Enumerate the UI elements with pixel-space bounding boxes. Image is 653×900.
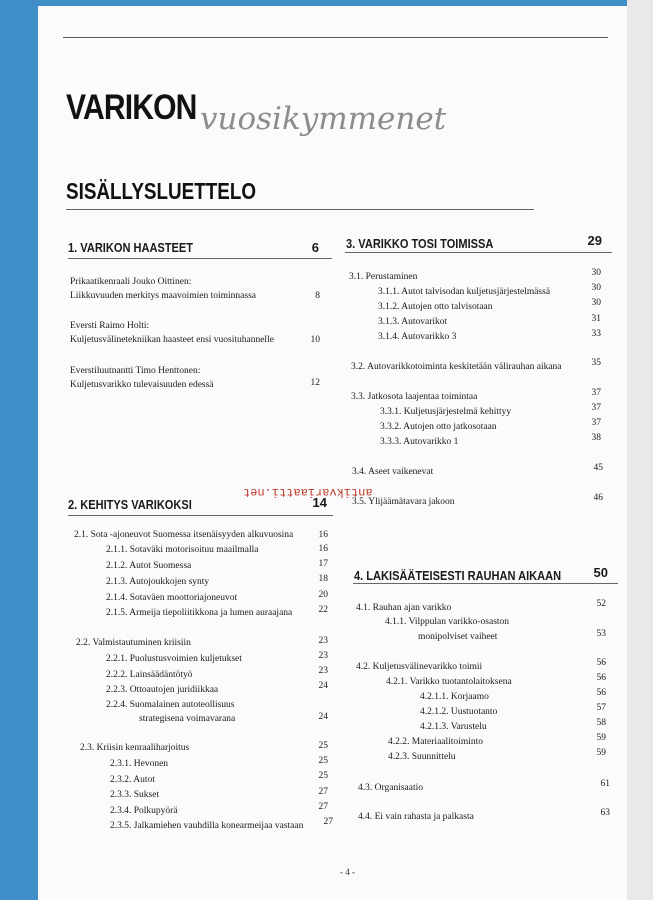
- section-2-rule: [68, 515, 333, 516]
- section-3-rule: [345, 252, 612, 253]
- toc-entry-page: 56: [596, 688, 606, 698]
- section-1-title: 1. VARIKON HAASTEET: [68, 240, 194, 255]
- toc-entry: 2.3. Kriisin kenraaliharjoitus: [80, 743, 190, 753]
- toc-entry: 4.2.1. Varikko tuotantolaitoksena: [386, 677, 512, 687]
- toc-entry: monipolviset vaiheet: [418, 632, 498, 642]
- toc-entry-page: 45: [593, 463, 603, 473]
- toc-entry-page: 23: [318, 636, 328, 646]
- toc-entry: 4.2.1.2. Uustuotanto: [420, 707, 498, 717]
- toc-entry-page: 63: [600, 808, 610, 818]
- toc-entry-page: 35: [591, 358, 601, 368]
- toc-entry-page: 18: [318, 574, 328, 584]
- toc-heading-rule: [66, 209, 534, 210]
- toc-entry: Kuljetusvarikko tulevaisuuden edessä: [70, 380, 214, 390]
- toc-entry: 2.1.5. Armeija tiepoliitikkona ja lumen auraajana: [106, 608, 293, 618]
- toc-entry-page: 61: [600, 779, 610, 789]
- toc-entry-page: 37: [591, 388, 601, 398]
- left-blue-band: [0, 0, 38, 900]
- toc-entry: 2.2.3. Ottoautojen juridiikkaa: [106, 685, 219, 695]
- section-3-page: 29: [587, 233, 602, 248]
- header-rule: [63, 37, 608, 38]
- toc-entry: 2.3.3. Sukset: [110, 790, 160, 800]
- toc-entry: 3.1.4. Autovarikko 3: [378, 332, 457, 342]
- section-3-title: 3. VARIKKO TOSI TOIMISSA: [346, 236, 494, 251]
- section-4-title: 4. LAKISÄÄTEISESTI RAUHAN AIKAAN: [354, 568, 562, 583]
- section-4-rule: [353, 583, 618, 584]
- toc-entry-page: 58: [596, 718, 606, 728]
- toc-entry: 3.3. Jatkosota laajentaa toimintaa: [351, 392, 478, 402]
- toc-entry-page: 52: [596, 599, 606, 609]
- toc-entry: Everstiluutnantti Timo Henttonen:: [70, 366, 201, 376]
- toc-entry: Eversti Raimo Holti:: [70, 321, 150, 331]
- toc-entry: 4.3. Organisaatio: [358, 783, 423, 793]
- toc-entry-page: 24: [318, 712, 328, 722]
- toc-entry-page: 30: [591, 283, 601, 293]
- title-main: VARIKON: [66, 88, 197, 127]
- toc-entry: 3.1. Perustaminen: [349, 272, 418, 282]
- toc-entry: 4.2.1.1. Korjaamo: [420, 692, 489, 702]
- toc-entry: 2.2.2. Lainsäädäntötyö: [106, 670, 193, 680]
- section-2-page: 14: [312, 495, 327, 510]
- toc-entry-page: 30: [591, 298, 601, 308]
- toc-entry: Prikaatikenraali Jouko Oittinen:: [70, 277, 192, 287]
- toc-entry-page: 37: [591, 403, 601, 413]
- toc-entry: 4.1.1. Vilppulan varikko-osaston: [385, 617, 510, 627]
- toc-entry: 2.1.4. Sotaväen moottoriajoneuvot: [106, 593, 238, 603]
- toc-entry: 4.2.3. Suunnittelu: [388, 752, 456, 762]
- toc-entry-page: 37: [591, 418, 601, 428]
- toc-entry: 2.2.4. Suomalainen autoteollisuus: [106, 700, 235, 710]
- toc-entry-page: 16: [318, 544, 328, 554]
- toc-entry-page: 33: [591, 329, 601, 339]
- toc-entry-page: 25: [318, 741, 328, 751]
- toc-entry-page: 8: [315, 291, 320, 301]
- toc-entry-page: 24: [318, 681, 328, 691]
- toc-entry-page: 23: [318, 666, 328, 676]
- toc-entry-page: 57: [596, 703, 606, 713]
- toc-entry: 2.1. Sota -ajoneuvot Suomessa itsenäisyyden alkuvuosina: [74, 530, 294, 540]
- toc-entry: 2.3.1. Hevonen: [110, 759, 169, 769]
- toc-entry: 3.1.1. Autot talvisodan kuljetusjärjestelmässä: [378, 287, 551, 297]
- toc-entry: 3.3.3. Autovarikko 1: [380, 437, 459, 447]
- watermark: antikvariaatti.net: [243, 485, 373, 499]
- toc-entry: 2.3.4. Polkupyörä: [110, 806, 178, 816]
- toc-entry-page: 59: [596, 733, 606, 743]
- toc-entry-page: 20: [318, 590, 328, 600]
- toc-entry: 2.2. Valmistautuminen kriisiin: [76, 638, 191, 648]
- toc-entry: 2.1.3. Autojoukkojen synty: [106, 577, 210, 587]
- toc-entry: 4.4. Ei vain rahasta ja palkasta: [358, 812, 474, 822]
- toc-entry-page: 59: [596, 748, 606, 758]
- toc-entry: 3.3.1. Kuljetusjärjestelmä kehittyy: [380, 407, 512, 417]
- title-sub: vuosikymmenet: [200, 101, 447, 137]
- toc-entry-page: 38: [591, 433, 601, 443]
- toc-entry-page: 56: [596, 658, 606, 668]
- toc-entry: 3.2. Autovarikkotoiminta keskitetään välirauhan aikana: [351, 362, 562, 372]
- toc-entry-page: 22: [318, 605, 328, 615]
- toc-entry: 2.3.5. Jalkamiehen vauhdilla konearmeijaa vastaan: [110, 821, 304, 831]
- toc-entry: Liikkuvuuden merkitys maavoimien toiminnassa: [70, 291, 257, 301]
- toc-entry: 2.3.2. Autot: [110, 775, 155, 785]
- toc-entry: 4.2.1.3. Varustelu: [420, 722, 487, 732]
- toc-entry-page: 31: [591, 314, 601, 324]
- toc-entry: 4.2.2. Materiaalitoiminto: [388, 737, 483, 747]
- toc-entry: 4.2. Kuljetusvälinevarikko toimii: [356, 662, 483, 672]
- page-number: - 4 -: [340, 867, 355, 877]
- toc-entry-page: 12: [310, 378, 320, 388]
- toc-entry-page: 23: [318, 651, 328, 661]
- section-1-page: 6: [311, 240, 319, 255]
- toc-entry: 4.1. Rauhan ajan varikko: [356, 603, 452, 613]
- toc-entry-page: 16: [318, 530, 328, 540]
- toc-entry: 3.3.2. Autojen otto jatkosotaan: [380, 422, 497, 432]
- toc-entry-page: 17: [318, 559, 328, 569]
- toc-entry-page: 56: [596, 673, 606, 683]
- right-gray-band: [627, 0, 653, 900]
- toc-entry-page: 27: [318, 787, 328, 797]
- toc-entry: 2.1.2. Autot Suomessa: [106, 561, 192, 571]
- toc-entry-page: 27: [323, 817, 333, 827]
- toc-entry: 3.1.2. Autojen otto talvisotaan: [378, 302, 493, 312]
- toc-entry-page: 30: [591, 268, 601, 278]
- toc-entry-page: 46: [593, 493, 603, 503]
- toc-entry-page: 10: [310, 335, 320, 345]
- section-1-rule: [68, 258, 332, 259]
- toc-entry: 3.4. Aseet vaikenevat: [352, 467, 434, 477]
- toc-entry-page: 25: [318, 771, 328, 781]
- toc-entry: 3.1.3. Autovarikot: [378, 317, 448, 327]
- toc-heading: SISÄLLYSLUETTELO: [66, 178, 257, 204]
- toc-entry: 2.2.1. Puolustusvoimien kuljetukset: [106, 654, 242, 664]
- toc-entry: 2.1.1. Sotaväki motorisoituu maailmalla: [106, 545, 259, 555]
- section-2-title: 2. KEHITYS VARIKOKSI: [68, 497, 192, 512]
- toc-entry: Kuljetusvälinetekniikan haasteet ensi vuosituhannelle: [70, 335, 274, 345]
- toc-entry: strategisena voimavarana: [139, 714, 236, 724]
- toc-entry-page: 27: [318, 802, 328, 812]
- section-4-page: 50: [593, 565, 608, 580]
- toc-entry-page: 25: [318, 756, 328, 766]
- toc-entry: 3.5. Ylijäämätavara jakoon: [352, 497, 455, 507]
- toc-entry-page: 53: [596, 629, 606, 639]
- book-title: [66, 88, 447, 137]
